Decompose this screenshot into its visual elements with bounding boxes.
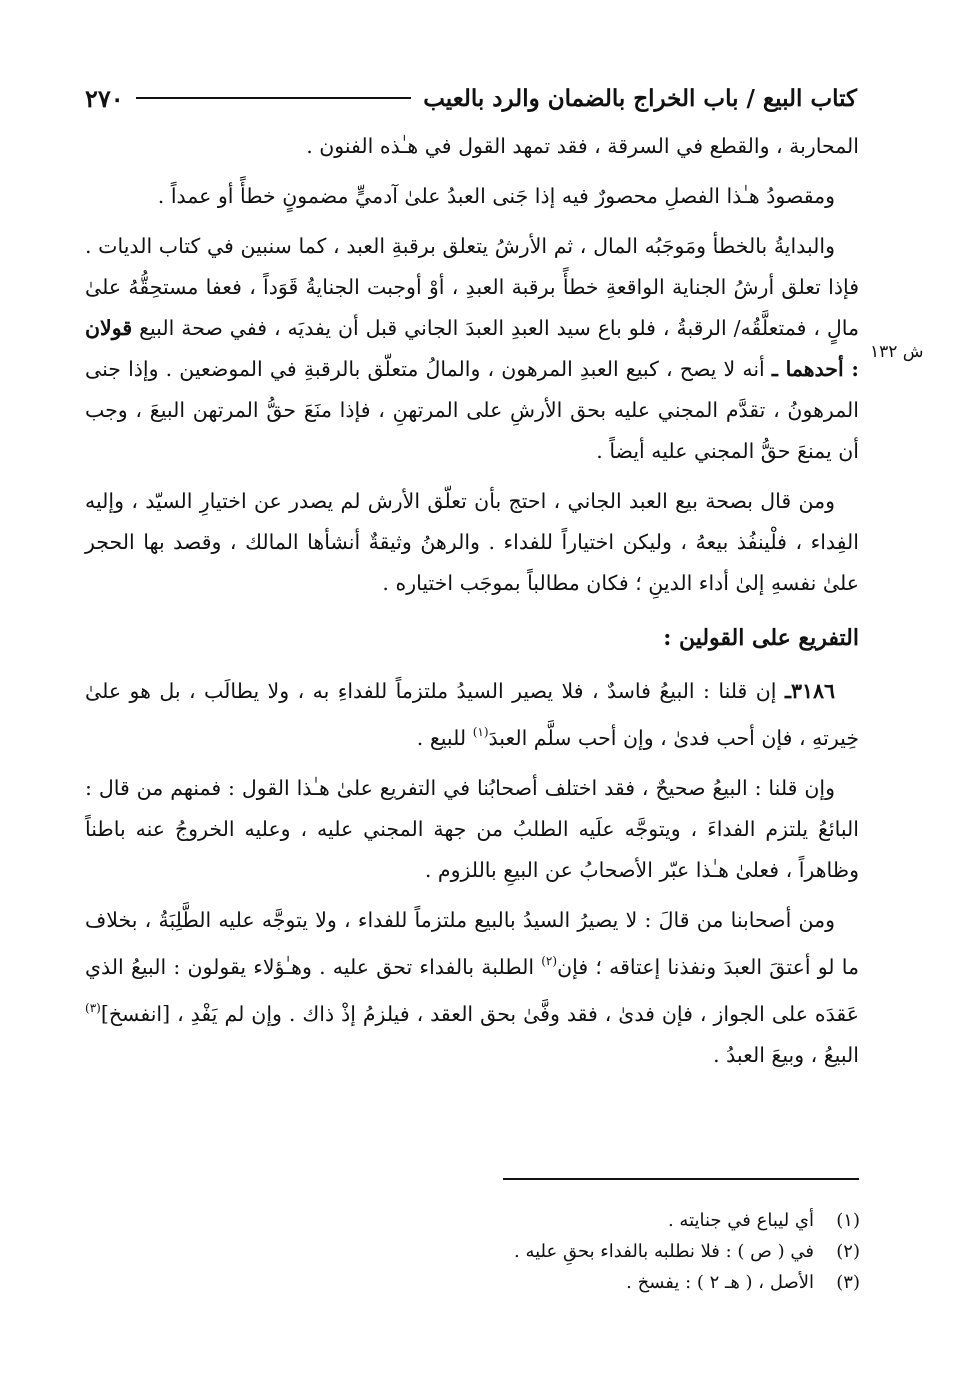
footnote-text: في ( ص ) : فلا نطلبه بالفداء بحقِ عليه . <box>514 1241 814 1262</box>
page-header <box>85 80 857 116</box>
footnote-text: أي ليباع في جنايته . <box>667 1210 814 1231</box>
paragraph-6: وإن قلنا : البيعُ صحيحٌ ، فقد اختلف أصحابُنا في التفريع علىٰ هـٰذا القول : فمنهم من قال : البائعُ يلتزم الفداءَ ، ويتوجَّه علَيه الطلبُ من جهة المجني عليه ، وعليه الخروجُ عنه باطناً وظاهراً ، فعلىٰ هـٰذا عبّر الأصحابُ عن البيعِ باللزوم . <box>85 776 859 882</box>
running-title: كتاب البيع / باب الخراج بالضمان والرد بالعيب <box>423 84 857 112</box>
paragraph-3-text: والبدايةُ بالخطأ ومَوجَبُه المال ، ثم الأرشُ يتعلق برقبةِ العبد ، كما سنبين في كتاب الديات . فإذا تعلق أرشُ الجناية الواقعةِ خطأً برقبة العبدِ ، أوْ أوجبت الجنايةُ قَوَداً ، فعفا مستحِقُّهُ علىٰ مالٍ ، فمتعلَّقُه/ الرقبةُ ، فلو باع سيد العبدِ العبدَ الجاني قبل أن يفديَه ، ففي صحة البيع <box>85 234 859 340</box>
paragraph-7-end: البيعُ ، وبيعَ العبدُ . <box>713 1043 859 1067</box>
footnote-ref-2[interactable]: (٢) <box>541 954 558 968</box>
paragraph-5-end: للبيع . <box>416 726 467 750</box>
footnote-number: (١) <box>836 1210 860 1231</box>
issue-number: ٣١٨٦ـ <box>784 679 835 703</box>
paragraph-3 <box>85 226 859 472</box>
manuscript-folio-note: ش ١٣٢ <box>870 342 924 362</box>
footnote-item <box>360 1267 860 1298</box>
footnote-separator <box>503 1178 859 1180</box>
paragraph-1: المحاربة ، والقطع في السرقة ، فقد تمهد القول في هـٰذه الفنون . <box>306 134 859 158</box>
footnote-number: (٢) <box>836 1241 860 1262</box>
main-text <box>85 126 859 1085</box>
footnote-ref-1[interactable]: (١) <box>472 725 489 739</box>
footnote-item <box>360 1236 860 1267</box>
footnote-ref-3[interactable]: (٣) <box>85 1001 101 1015</box>
paragraph-3-rest: أنه لا يصح ، كبيع العبدِ المرهون ، والمالُ متعلّق بالرقبةِ في الموضعين . وإذا جنى المرهونُ ، تقدَّم المجني عليه بحق الأرشِ على المرتهنِ ، فإذا منَعَ حقُّ المرتهن البيعَ ، وجب أن يمنعَ حقُّ المجني عليه أيضاً . <box>85 357 859 463</box>
footnotes <box>360 1205 860 1298</box>
paragraph-7-middle: الطلبة بالفداء تحق عليه . وهـٰؤلاء يقولون : البيعُ الذي عَقدَه على الجواز ، فإن فدىٰ ، فقد وفَّىٰ بحق العقد ، فيلزمُ إذْ ذاك . وإن لم يَفْدِ ، [انفسخ] <box>85 955 859 1026</box>
paragraph-2: ومقصودُ هـٰذا الفصلِ محصورٌ فيه إذا جَنى العبدُ علىٰ آدميٍّ مضمونٍ خطأً أو عمداً . <box>157 184 835 208</box>
paragraph-4: ومن قال بصحة بيع العبد الجاني ، احتج بأن تعلّق الأرش لم يصدر عن اختيارِ السيّد ، وإليه الفِداء ، فلْينفُذ بيعهُ ، وليكن اختياراً للفداء . والرهنُ وثيقةٌ أنشأها المالك ، وقصد بها الحجر علىٰ نفسهِ إلىٰ أداء الدينِ ؛ فكان مطالباً بموجَب اختياره . <box>85 489 859 595</box>
paragraph-3-bold: قولان : أحدهما ـ <box>85 316 859 381</box>
footnote-item <box>360 1205 860 1236</box>
paragraph-7-text: ومن أصحابنا من قالَ : لا يصيرُ السيدُ بالبيع ملتزماً للفداء ، ولا يتوجَّه عليه الطَّلِبَةُ ، بخلاف ما لو أعتقَ العبدَ ونفذنا إعتاقه ؛ فإن <box>85 908 859 979</box>
paragraph-5-text: إن قلنا : البيعُ فاسدٌ ، فلا يصير السيدُ ملتزماً للفداءِ به ، ولا يطالَب ، بل هو علىٰ خِيرتهِ ، فإن أحب فدىٰ ، وإن أحب سلَّم العبدَ <box>85 679 859 750</box>
footnote-number: (٣) <box>836 1272 860 1293</box>
section-heading: التفريع على القولين : <box>663 625 859 651</box>
paragraph-5 <box>85 671 859 759</box>
paragraph-7 <box>85 900 859 1076</box>
footnote-text: الأصل ، ( هـ ٢ ) : يفسخ . <box>626 1272 814 1293</box>
page-number: ٢٧٠ <box>85 83 124 113</box>
header-rule <box>136 97 412 99</box>
